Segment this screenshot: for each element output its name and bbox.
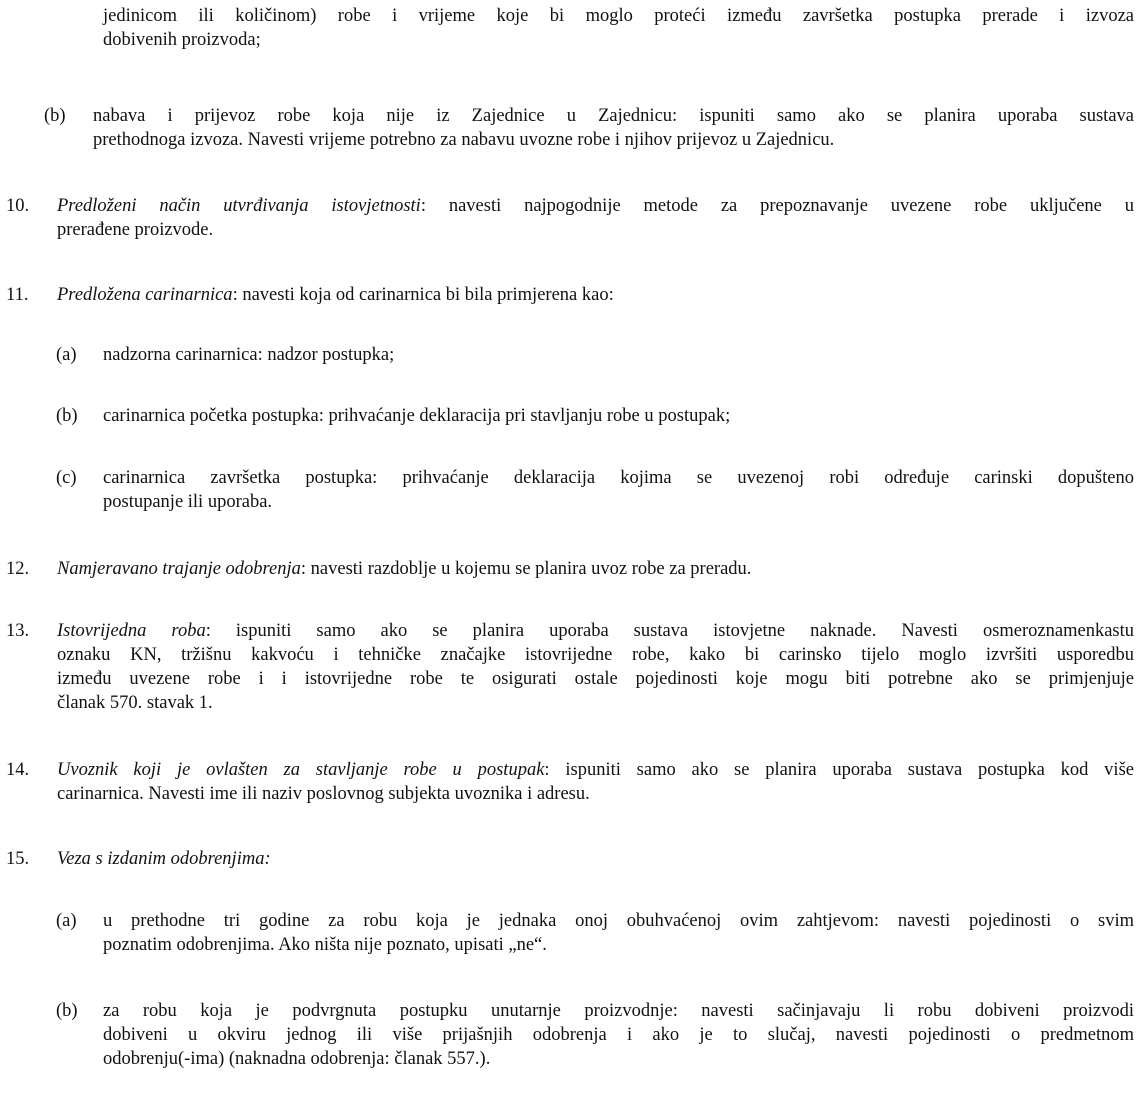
item-title: Namjeravano trajanje odobrenja (57, 559, 301, 579)
item-title: Predložena carinarnica (57, 285, 233, 305)
item-label-15a: (a) (56, 911, 77, 931)
paragraph-9b (93, 104, 1134, 152)
text-line: postupanje ili uporaba. (103, 492, 273, 512)
paragraph-11 (57, 283, 1134, 307)
item-label-11b: (b) (56, 406, 78, 426)
text-line: Predložena carinarnica: navesti koja od carinarnica bi bila primjerena kao: (57, 285, 614, 305)
paragraph-11b (103, 404, 1134, 428)
item-number-11: 11. (6, 285, 29, 305)
text-line: Namjeravano trajanje odobrenja: navesti razdoblje u kojemu se planira uvoz robe za preradu. (57, 559, 752, 579)
text-line: odobrenju(-ima) (naknadna odobrenja: članak 557.). (103, 1049, 491, 1069)
paragraph-9a-continuation (103, 4, 1134, 52)
text-line: Uvoznik koji je ovlašten za stavljanje robe u postupak: ispuniti samo ako se planira uporaba sustava postupka kod više (57, 760, 1134, 780)
paragraph-15b (103, 999, 1134, 1071)
text-line: dobivenih proizvoda; (103, 30, 261, 50)
item-number-10: 10. (6, 196, 30, 216)
text-line: Predloženi način utvrđivanja istovjetnosti: navesti najpogodnije metode za prepoznavanje uvezene robe uključene u (57, 196, 1134, 216)
item-label-9b: (b) (44, 106, 66, 126)
item-number-15: 15. (6, 849, 30, 869)
text-line: nabava i prijevoz robe koja nije iz Zajednice u Zajednicu: ispuniti samo ako se planira uporaba sustava (93, 106, 1134, 126)
paragraph-12 (57, 557, 1134, 581)
text-line: u prethodne tri godine za robu koja je jednaka onoj obuhvaćenoj ovim zahtjevom: navesti pojedinosti o svim (103, 911, 1134, 931)
item-number-14: 14. (6, 760, 30, 780)
paragraph-11a (103, 343, 1134, 367)
item-number-13: 13. (6, 621, 30, 641)
text-line: nadzorna carinarnica: nadzor postupka; (103, 345, 395, 365)
text-line: za robu koja je podvrgnuta postupku unutarnje proizvodnje: navesti sačinjavaju li robu dobiveni proizvodi (103, 1001, 1134, 1021)
text-line: carinarnica završetka postupka: prihvaćanje deklaracija kojima se uvezenoj robi određuje carinski dopušteno (103, 468, 1134, 488)
text-line: članak 570. stavak 1. (57, 693, 213, 713)
text-line: prerađene proizvode. (57, 220, 214, 240)
item-number-12: 12. (6, 559, 30, 579)
text-line: prethodnoga izvoza. Navesti vrijeme potrebno za nabavu uvozne robe i njihov prijevoz u Zajednicu. (93, 130, 835, 150)
item-title: Uvoznik koji je ovlašten za stavljanje robe u postupak (57, 760, 545, 780)
text-line: carinarnica početka postupka: prihvaćanje deklaracija pri stavljanju robe u postupak; (103, 406, 731, 426)
item-title: Veza s izdanim odobrenjima: (57, 849, 271, 869)
text-line: poznatim odobrenjima. Ako ništa nije poznato, upisati „ne“. (103, 935, 547, 955)
item-label-11a: (a) (56, 345, 77, 365)
paragraph-10 (57, 194, 1134, 242)
item-label-15b: (b) (56, 1001, 78, 1021)
paragraph-14 (57, 758, 1134, 806)
text-line: između uvezene robe i i istovrijedne robe te osigurati ostale pojedinosti koje mogu biti potrebne ako se primjenjuje (57, 669, 1134, 689)
text-line: jedinicom ili količinom) robe i vrijeme koje bi moglo proteći između završetka postupka prerade i izvoza (103, 6, 1134, 26)
paragraph-13 (57, 619, 1134, 715)
paragraph-15 (57, 847, 1134, 871)
item-title: Predloženi način utvrđivanja istovjetnosti (57, 196, 421, 216)
text-line: dobiveni u okviru jednog ili više prijašnjih odobrenja i ako je to slučaj, navesti pojedinosti o predmetnom (103, 1025, 1134, 1045)
paragraph-15a (103, 909, 1134, 957)
item-label-11c: (c) (56, 468, 77, 488)
item-title: Istovrijedna roba (57, 621, 206, 641)
paragraph-11c (103, 466, 1134, 514)
text-line: Istovrijedna roba: ispuniti samo ako se planira uporaba sustava istovjetne naknade. Navesti osmeroznamenkastu (57, 621, 1134, 641)
text-line: oznaku KN, tržišnu kakvoću i tehničke značajke istovrijedne robe, kako bi carinsko tijelo moglo izvršiti usporedbu (57, 645, 1134, 665)
text-line: carinarnica. Navesti ime ili naziv poslovnog subjekta uvoznika i adresu. (57, 784, 590, 804)
